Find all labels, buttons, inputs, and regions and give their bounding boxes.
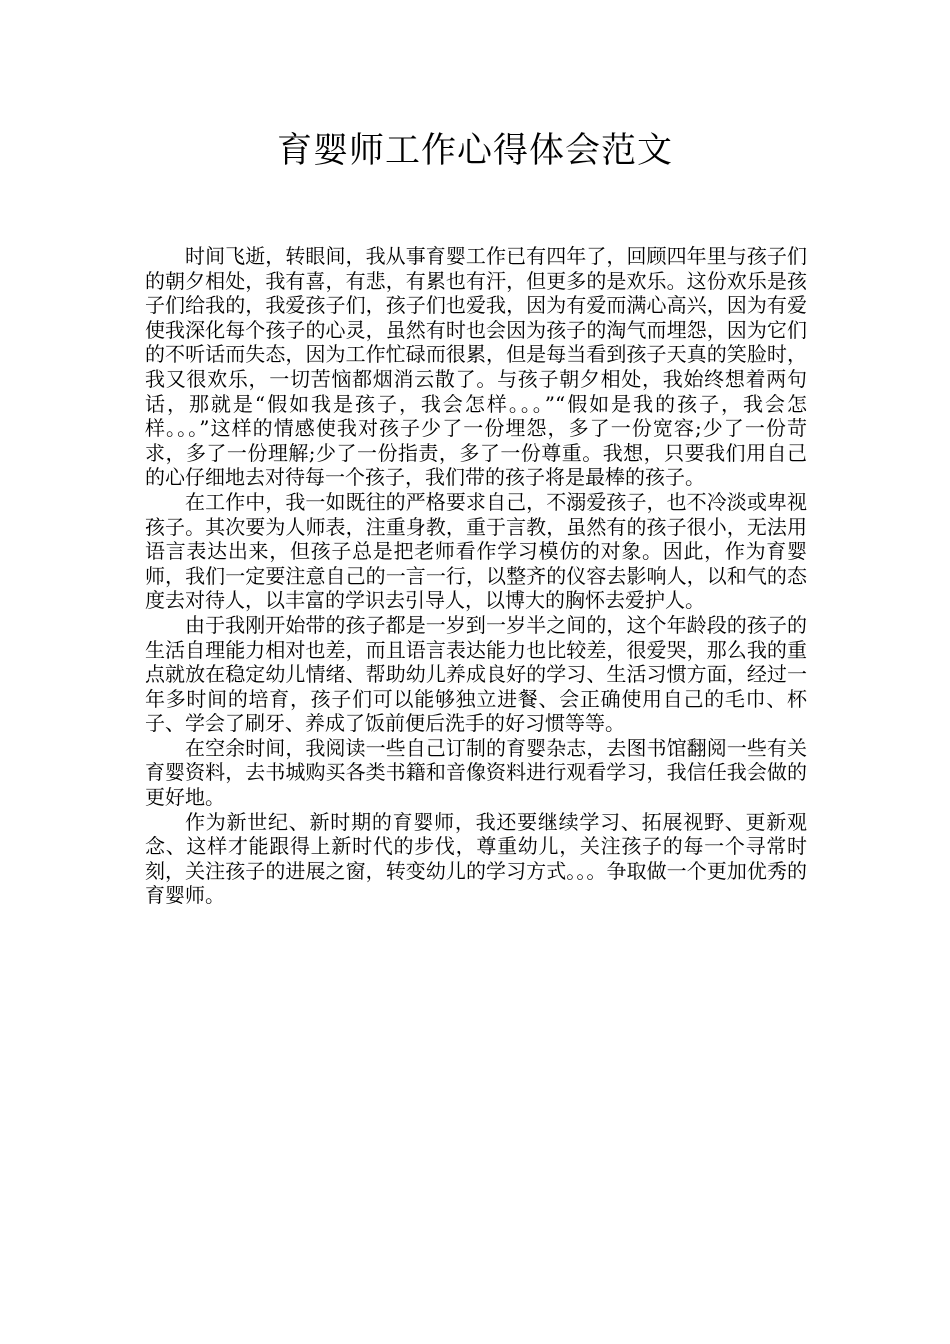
body-paragraph: 在工作中，我一如既往的严格要求自己，不溺爱孩子，也不冷淡或卑视孩子。其次要为人师表，注重身教，重于言教，虽然有的孩子很小，无法用语言表达出来，但孩子总是把老师看作学习模仿的对象。因此，作为育婴师，我们一定要注意自己的一言一行，以整齐的仪容去影响人，以和气的态度去对待人，以丰富的学识去引导人，以博大的胸怀去爱护人。 — [145, 489, 807, 613]
document-body — [145, 244, 807, 908]
body-paragraph: 在空余时间，我阅读一些自己订制的育婴杂志，去图书馆翻阅一些有关育婴资料，去书城购买各类书籍和音像资料进行观看学习，我信任我会做的更好地。 — [145, 735, 807, 810]
body-paragraph: 作为新世纪、新时期的育婴师，我还要继续学习、拓展视野、更新观念、这样才能跟得上新时代的步伐，尊重幼儿，关注孩子的每一个寻常时刻，关注孩子的进展之窗，转变幼儿的学习方式。。。争取做一个更加优秀的育婴师。 — [145, 809, 807, 908]
body-paragraph: 时间飞逝，转眼间，我从事育婴工作已有四年了，回顾四年里与孩子们的朝夕相处，我有喜，有悲，有累也有汗，但更多的是欢乐。这份欢乐是孩子们给我的，我爱孩子们，孩子们也爱我，因为有爱而满心高兴，因为有爱使我深化每个孩子的心灵，虽然有时也会因为孩子的淘气而埋怨，因为它们的不听话而失态，因为工作忙碌而很累，但是每当看到孩子天真的笑脸时，我又很欢乐，一切苦恼都烟消云散了。与孩子朝夕相处，我始终想着两句话，那就是“假如我是孩子，我会怎样。。。”“假如是我的孩子，我会怎样。。。”这样的情感使我对孩子少了一份埋怨，多了一份宽容;少了一份苛求，多了一份理解;少了一份指责，多了一份尊重。我想，只要我们用自己的心仔细地去对待每一个孩子，我们带的孩子将是最棒的孩子。 — [145, 244, 807, 490]
document-title: 育婴师工作心得体会范文 — [276, 131, 673, 171]
body-paragraph: 由于我刚开始带的孩子都是一岁到一岁半之间的，这个年龄段的孩子的生活自理能力相对也差，而且语言表达能力也比较差，很爱哭，那么我的重点就放在稳定幼儿情绪、帮助幼儿养成良好的学习、生活习惯方面，经过一年多时间的培育，孩子们可以能够独立进餐、会正确使用自己的毛巾、杯子、学会了刷牙、养成了饭前便后洗手的好习惯等等。 — [145, 612, 807, 736]
